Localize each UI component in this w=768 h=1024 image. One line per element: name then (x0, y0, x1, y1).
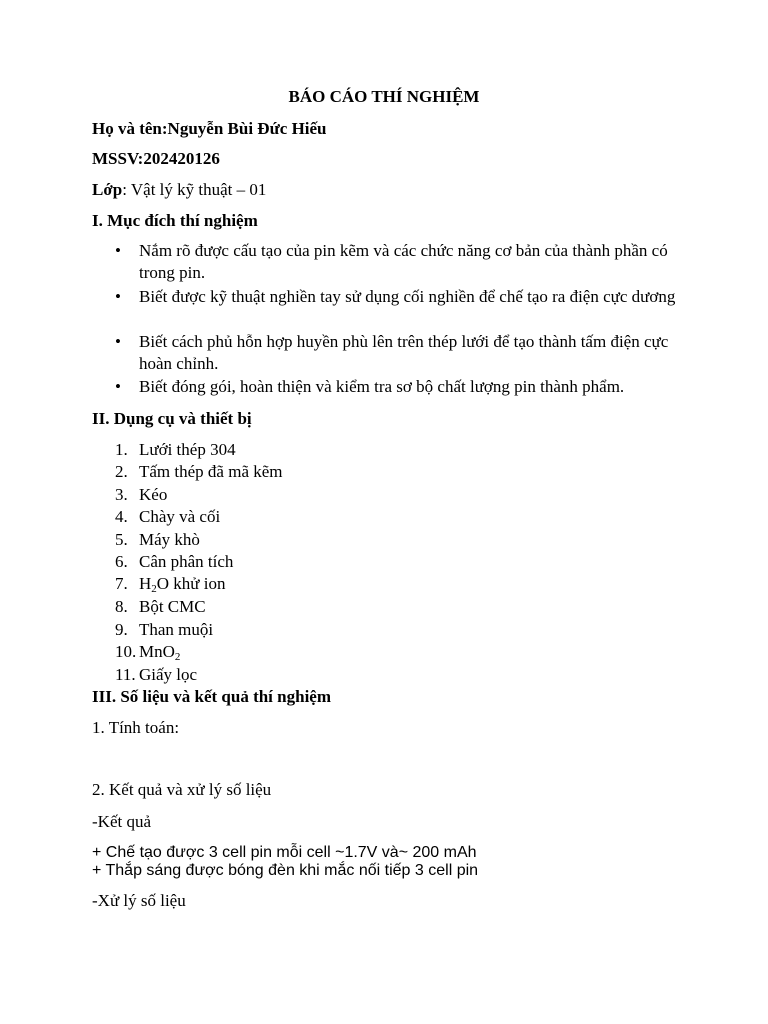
name-line (92, 118, 327, 140)
section1-heading: I. Mục đích thí nghiệm (92, 211, 258, 230)
item-number: 11. (115, 665, 136, 684)
item-number: 6. (115, 552, 128, 571)
formula-part: MnO (139, 642, 175, 661)
item-number: 10. (115, 642, 137, 661)
equipment-text: Chày và cối (139, 507, 221, 526)
result-label: -Kết quả (92, 812, 152, 831)
equipment-item (115, 551, 234, 573)
equipment-text: Bột CMC (139, 597, 206, 616)
purpose-text: Biết được kỹ thuật nghiền tay sử dụng cối nghiền để chế tạo ra điện cực dương (139, 287, 676, 306)
results-heading: 2. Kết quả và xử lý số liệu (92, 780, 272, 799)
section2-heading: II. Dụng cụ và thiết bị (92, 409, 252, 428)
bullet-icon: • (115, 332, 121, 351)
equipment-item (115, 619, 214, 641)
equipment-item (115, 439, 236, 461)
equipment-item (115, 506, 221, 528)
equipment-text: Máy khò (139, 530, 200, 549)
item-number: 7. (115, 574, 128, 593)
equipment-text: Kéo (139, 485, 168, 504)
mssv-label: MSSV: (92, 149, 144, 168)
document-title: BÁO CÁO THÍ NGHIỆM (288, 87, 480, 106)
name-value: Nguyễn Bùi Đức Hiếu (167, 119, 327, 138)
purpose-item (115, 240, 699, 284)
name-label: Họ và tên: (92, 119, 168, 138)
item-number: 3. (115, 485, 128, 504)
equipment-text (139, 574, 226, 593)
formula-subscript: 2 (174, 651, 181, 663)
equipment-text: Cân phân tích (139, 552, 234, 571)
formula-subscript: 2 (151, 583, 157, 595)
mssv-line (92, 148, 220, 170)
equipment-item (115, 529, 200, 551)
equipment-text: Than muội (139, 620, 214, 639)
purpose-item (115, 331, 699, 375)
purpose-text: Biết đóng gói, hoàn thiện và kiểm tra sơ bộ chất lượng pin thành phẩm. (139, 377, 625, 396)
formula-part: H (139, 574, 152, 593)
class-value: : Vật lý kỹ thuật – 01 (122, 180, 267, 199)
item-number: 2. (115, 462, 128, 481)
mssv-value: 202420126 (143, 149, 220, 168)
class-line (92, 179, 266, 201)
item-number: 4. (115, 507, 128, 526)
formula-part: O khử ion (156, 574, 226, 593)
result-line: + Thắp sáng được bóng đèn khi mắc nối tiếp 3 cell pin (92, 862, 479, 879)
purpose-item (115, 286, 699, 308)
equipment-item (115, 461, 283, 483)
equipment-item (115, 596, 206, 618)
equipment-text: Lưới thép 304 (139, 440, 236, 459)
class-label: Lớp (92, 180, 123, 199)
equipment-text: Giấy lọc (139, 665, 198, 684)
purpose-item (115, 376, 699, 398)
bullet-icon: • (115, 377, 121, 396)
result-line: + Chế tạo được 3 cell pin mỗi cell ~1.7V và~ 200 mAh (92, 844, 477, 861)
bullet-icon: • (115, 287, 121, 306)
item-number: 9. (115, 620, 128, 639)
purpose-text: Nắm rõ được cấu tạo của pin kẽm và các chức năng cơ bản của thành phần có trong pin. (139, 241, 668, 282)
item-number: 1. (115, 440, 128, 459)
item-number: 8. (115, 597, 128, 616)
item-number: 5. (115, 530, 128, 549)
bullet-icon: • (115, 241, 121, 260)
calc-heading: 1. Tính toán: (92, 718, 180, 737)
section3-heading: III. Số liệu và kết quả thí nghiệm (92, 687, 331, 706)
equipment-item (115, 664, 198, 686)
equipment-text (139, 642, 180, 661)
equipment-item (115, 484, 168, 506)
process-label: -Xử lý số liệu (92, 891, 186, 910)
purpose-text: Biết cách phủ hỗn hợp huyền phù lên trên thép lưới để tạo thành tấm điện cực hoàn chỉnh. (139, 332, 669, 373)
equipment-text: Tấm thép đã mã kẽm (139, 462, 283, 481)
